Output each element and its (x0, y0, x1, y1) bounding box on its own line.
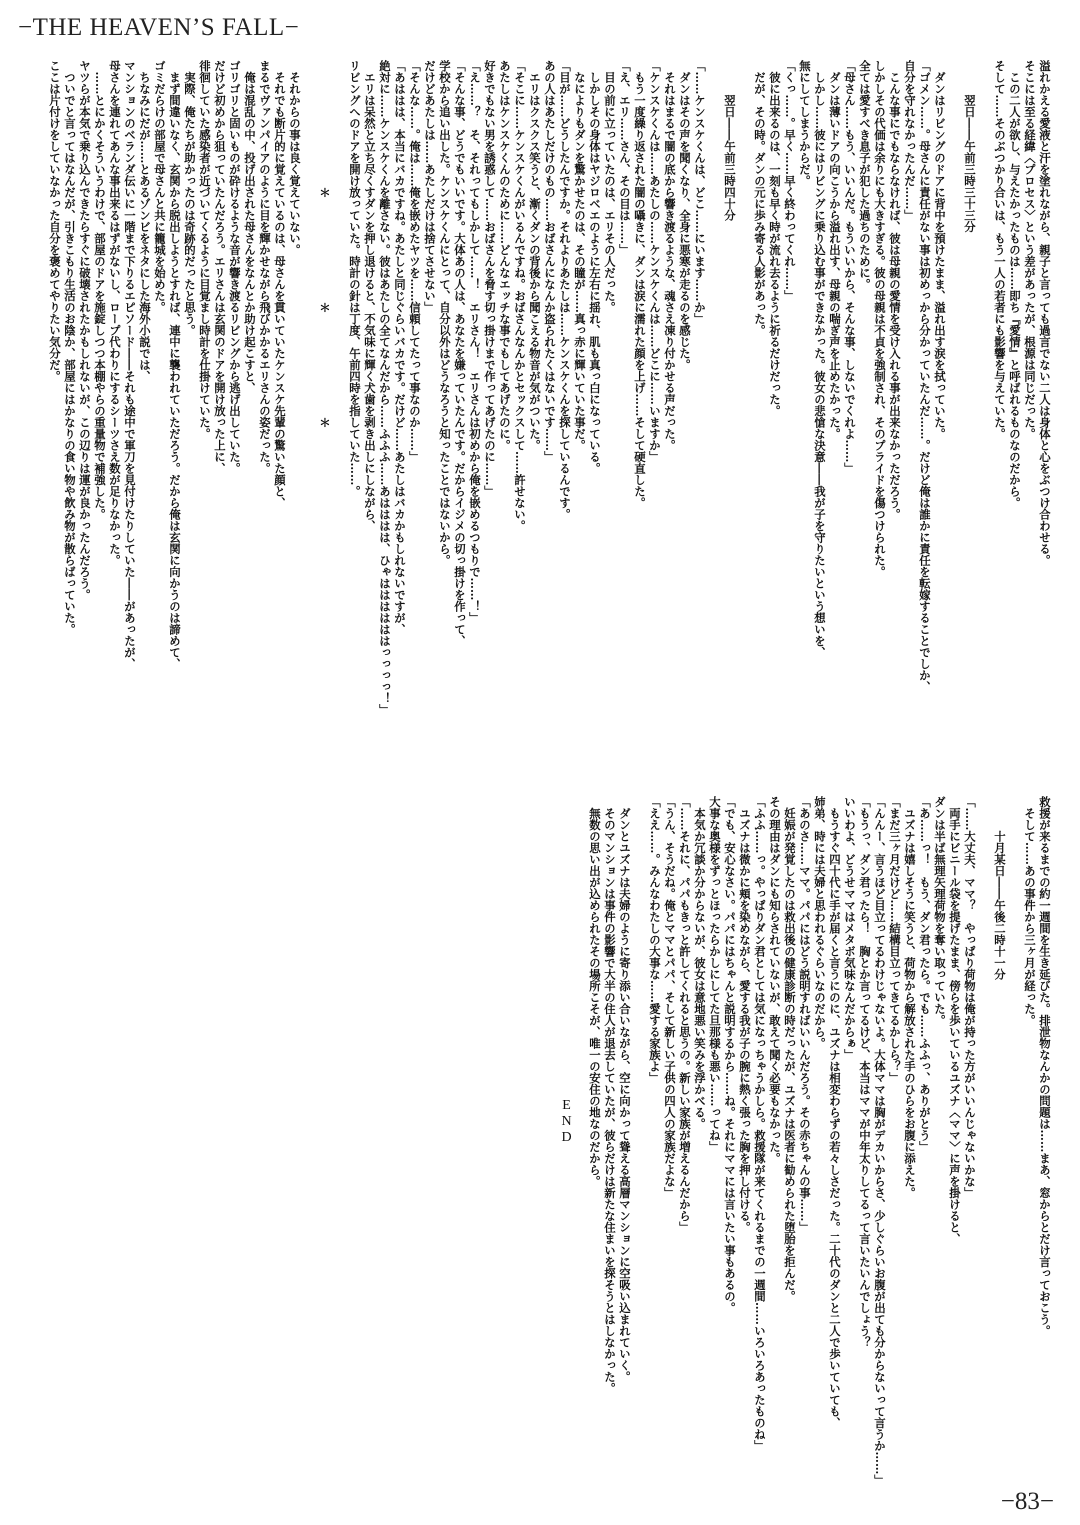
text-column: 「……それに、パパもきっと許してくれると思うの。新しい家族が増えるんだから」 (678, 796, 692, 1233)
text-column: 「……ケンスケくんは、どこ……にいます……か」 (693, 60, 707, 325)
text-column: 妊娠が発覚したのは救出後の健康診断の時だったが、ユズナは医者に勧められた堕胎を拒んだ。 (783, 796, 797, 1302)
text-column (977, 60, 992, 770)
text-column: そこには至る経緯〈プロセス〉という差があったが、根源は同じだった。 (1023, 60, 1037, 440)
text-column: ダンはリビングのドアに背中を預けたまま、溢れ出す涙を拭っていた。 (933, 60, 947, 440)
text-column: 「もうっ、ダン君ったら！ 胸とか言ってるけど、本当はママが中年太りしてるって言いたいんでしょう？ (858, 796, 872, 1348)
text-column: 徘徊していた感染者が近づいてくるように目覚まし時計を仕掛けていた。 (198, 60, 212, 440)
text-column: その理由はダンにも知らされていないが、敢えて聞く必要もなかった。 (768, 796, 782, 1164)
text-column: ゴリゴリと固いものが砕けるような音が響き渡るリビングから逃げ出していた。 (228, 60, 242, 474)
text-column: それからの事は良く覚えていない。 (288, 60, 302, 256)
text-column: いいわよ、どうせママはメタボ気味なんだからぁ」 (843, 796, 857, 1061)
text-column (302, 60, 317, 770)
text-column: あの人はあたしだけのもの……おばさんになんか盗られたくはないです……」 (543, 60, 557, 463)
text-column: それでも断片的に覚えているのは、母さんを貫いていたケンスケ先輩の驚いた顔と、 (273, 60, 287, 509)
text-column: 「ええ……。みんなわたしの大事な……愛する家族よ」 (648, 796, 662, 1084)
text-column: ダンとユズナは夫婦のように寄り添い合いながら、空に向かって聳える高層マンションに空吸い込まれていく。 (618, 796, 632, 1383)
text-column: 「ケンスケくんは……あたしの……ケンスケくんは……どこに……いますか」 (648, 60, 662, 463)
text-column: ＊ ＊ ＊ (318, 60, 332, 428)
text-column: 「目が……どうしたんですか。それよりあたしは……ケンスケくんを探しているんです。 (558, 60, 572, 520)
text-column (1007, 796, 1022, 1406)
text-column: 無にしてしまうからだ。 (798, 60, 812, 187)
text-column: ダンは半ば無理矢理荷物を奪い取っていた。 (933, 796, 947, 1026)
text-column: 全ては愛すべき息子が犯した過ちのために。 (858, 60, 872, 290)
text-column: しかしその代価は余りにも大きすぎる。彼の母親は不貞を強制され、そのプライドを傷つけられた。 (873, 60, 887, 578)
text-column: ダンは薄いドアの向こうから溢れ出す、母親の喘ぎ声を止めたかった。 (828, 60, 842, 440)
text-column (332, 60, 347, 770)
text-column: しかし……彼にはリビングに乗り込む事ができなかった。彼女の悲愴な決意――我が子を守りたいという想いを、 (813, 60, 827, 658)
text-column: 「あははは、本当にバカですね。あたしと同じぐらいバカです。だけど……あたしはバカかもしれないですが、 (393, 60, 407, 635)
text-column (947, 60, 962, 770)
text-column: 「あ……っ！ もう、ダン君ったら。でも……ふふっ、ありがとう」 (918, 796, 932, 1153)
text-column: ユズナは微かに頬を染めながら、愛する我が子の腕に熱く張った胸を押し付ける。 (738, 796, 752, 1233)
text-column: ちなみにだが……とあるゾンビをネタにした海外小説では、 (138, 60, 152, 382)
text-column: 本気か冗談か分からないが、彼女は意地悪い笑みを浮かべる。 (693, 796, 707, 1130)
text-column: なによりもダンを驚かせたのは、その瞳が……真っ赤に輝いていた事だ。 (573, 60, 587, 451)
text-column: 翌日――午前三時四十分 (723, 60, 737, 221)
text-column: 両手にビニール袋を提げたまま、傍らを歩いているユズナ〈ママ〉に声を掛けると、 (948, 796, 962, 1245)
text-column: 十月某日――午後二時十一分 (993, 796, 1007, 980)
story-text-upper (47, 60, 1052, 770)
text-column: ダンはその声を聞くなり、全身に悪寒が走るのを感じた。 (678, 60, 692, 371)
text-column: 「でも、安心なさい。パパにはちゃんと説明するから……ね。それにママには言いたい事もあるの。 (723, 796, 737, 1314)
text-column (737, 60, 752, 770)
text-column: もう一度繰り返された闇の囁きに、ダンは涙に濡れた顔を上げ……そして硬直した。 (633, 60, 647, 509)
text-column: 翌日――午前三時三十三分 (963, 60, 977, 233)
text-column: ついでと言ってはなんだが、引きこもり生活のお陰か、部屋にはかなりの食い物や飲み物が散らばっていた。 (63, 60, 77, 635)
text-column: まず間違いなく、玄関から脱出しようとすれば、連中に襲われていただろう。だから俺は玄関に向かうのは諦めて、 (168, 60, 182, 670)
end-mark: END (559, 1098, 574, 1146)
text-column: それはまるで闇の底から響き渡るような、魂さえ凍り付かせる声だった。 (663, 60, 677, 451)
story-text-lower (587, 796, 1052, 1486)
text-column: 自分を守れなかったんだ……」 (903, 60, 917, 221)
text-column: こんな事にでもならなければ、彼は母親の愛情を受け入れる事が出来なかっただろう。 (888, 60, 902, 520)
text-column: 「そんな事、どうでもいいです。大体あの人は、あなたを嫌っていたんです。だからイジメの切っ掛けを作って、 (453, 60, 467, 647)
text-column: ヤツらが本気で乗り込んできたらすぐに破壊されたかもしれないが、この辺りは運が良かったんだろう。 (78, 60, 92, 601)
text-column: 「え……？ そ、それってもしかして……！ エリさん！ エリさんは初めから俺を嵌めるつもりで……！」 (468, 60, 482, 624)
text-column: あたしはケンスケくんのために……どんなエッチな事でもしてあげたのに。 (498, 60, 512, 451)
text-column: 俺は混乱の中、投げ出された母さんをなんとか助け起こすと、 (243, 60, 257, 394)
text-column: 「……大丈夫、ママ？ やっぱり荷物は俺が持った方がいいんじゃないかな」 (963, 796, 977, 1199)
text-column: 彼に出来るのは、一刻も早く時が流れ去るように祈るだけだった。 (768, 60, 782, 417)
text-column: 実際、俺たちが助かったのは奇跡的だったと思う。 (183, 60, 197, 336)
text-column: 「うん、そうだね。俺とママとパパ、そして新しい子供の四人の家族だよな」 (663, 796, 677, 1199)
text-column (707, 60, 722, 770)
text-column: 「あのさ……ママ。パパにはどう説明すればいいんだろう。その赤ちゃんの事……」 (798, 796, 812, 1233)
text-column: 無数の思い出が込められたその場所こそが、唯一の安住の地なのだから。 (588, 796, 602, 1187)
text-column: しかしその身体はヤジロベエのように左右に揺れ、肌も真っ白になっている。 (588, 60, 602, 474)
text-column: ここは片付けをしていなかった自分を褒めてやりたい気分だ。 (48, 60, 62, 382)
text-column: だけど初めから狙っていたんだろう。エリさんは玄関のドアを開け放った上に、 (213, 60, 227, 474)
text-column: そして……そのぶつかり合いは、もう一人の若者にも影響を与えていた。 (993, 60, 1007, 440)
text-column: だけどあたしは……あたしだけは捨てさせない」 (423, 60, 437, 313)
text-column: 姉弟、時には夫婦と思われるぐらいなのだから。 (813, 796, 827, 1049)
text-column: 溢れかえる愛液と汗を塗れながら、親子と言っても過言でない二人は身体と心をぶつけ合わせる。 (1038, 60, 1052, 566)
text-column: 学校から追い出した。ケンスケくんにとって、自分以外はどうなろうと知ったことではないから。 (438, 60, 452, 566)
text-column (632, 796, 647, 1406)
text-column: もうすぐ四十代に手が届くと言うにのに、ユズナは相変わらずの若々しさだった。二十代のダンと二人で歩いていても、 (828, 796, 842, 1429)
text-column: そのマンションは事件の影響で大半の住人が退去していたが、彼らだけは新たな住まいを探そうとはしなかった。 (603, 796, 617, 1394)
text-column: 「そこに……ケンスケくんがいるんですね。おばさんなんかとセックスして……許せない。 (513, 60, 527, 532)
text-column: 「そんな……。俺は……俺を嵌めたヤツを……信頼してたって事なのか……」 (408, 60, 422, 463)
text-column: 「くっ……。早く……早く終わってくれ……」 (783, 60, 797, 302)
text-column: ……とにかくそういうわけで、部屋のドアを施錠しつつ本棚やらの重量物で補強した。 (93, 60, 107, 520)
text-column: 目の前に立っていたのは、エリその人だった。 (603, 60, 617, 313)
text-column (977, 796, 992, 1406)
text-column: ゴミだらけの部屋で母さんと共に籠城を始めた。 (153, 60, 167, 313)
text-column: だが、その時。ダンの元に歩み寄る人影があった。 (753, 60, 767, 336)
text-column: 「ゴメン……。母さんに責任がない事は初めっから分かっていたんだ……。だけど俺は誰かに責任を転嫁することでしか、 (918, 60, 932, 693)
text-column: 「え、エリ……さん、その目は……」 (618, 60, 632, 256)
text-column: 「んんー、言うほど目立ってるわけじゃないよ。大体ママは胸がデカいからさ、少しぐらいお腹が出ても分からないって言うか……」 (873, 796, 887, 1486)
text-column: まるでヴァンパイアのように目を輝かせながら飛びかかるエリさんの姿だった。 (258, 60, 272, 474)
text-column: そして……あの事件から三ヶ月が経った。 (1023, 796, 1037, 1026)
running-head-title: −THE HEAVEN’S FALL− (18, 14, 300, 41)
text-column: 救援が来るまでの約一週間を生き延びた。排泄物なんかの問題は……まあ、窓からとだけ言っておこう。 (1038, 796, 1052, 1337)
text-column: 好きでもない男を誘惑して……おばさんを脅す切っ掛けまで作ってあげたのに……」 (483, 60, 497, 497)
text-column: 「ふふ……っ。やっぱりダン君としては気になっちゃうかしら。救援隊が来てくれるまでの一週間……いろいろあったものね」 (753, 796, 767, 1452)
text-column: この二人が欲し、与えたかったものは……即ち『愛情』と呼ばれるものなのだから。 (1008, 60, 1022, 509)
text-column: 母さんを連れてあんな事出来るはずがないし、ロープ代わりにするシーツさえ数が足りなかった。 (108, 60, 122, 566)
text-column: エリは呆然と立ち尽くすダンを押し退けると、不気味に輝く犬歯を剥き出しにしながら、 (363, 60, 377, 532)
text-column: エリはクスクス笑うと、漸くダンの背後から聞こえる物音が気がついた。 (528, 60, 542, 451)
text-column: 絶対に……ケンスケくんを離さない。彼はあたしの全てなんだから……ふふふ……あはははは、ひゃははははははっっっっ！」 (378, 60, 392, 716)
text-column: 「母さん……もう、いいんだ。もういいから、そんな事、しないでくれよ……」 (843, 60, 857, 474)
text-column: マンションのベランダ伝いに一階まで下りるエピソード――それも途中で軍刀を見付けたりしていた――があったが、 (123, 60, 137, 670)
page-number: −83− (1000, 1488, 1054, 1515)
text-column: ユズナは嬉しそうに笑うと、荷物から解放された手のひらをお腹に添えた。 (903, 796, 917, 1199)
text-column: 大事な奥様をずっとほったらかしにしてた旦那様も悪い……ってね」 (708, 796, 722, 1153)
text-column: 「まだ三ヶ月だけど……結構目立ってきてるかしら？」 (888, 796, 902, 1084)
text-column: リビングへのドアを開け放っていた。時計の針は丁度、午前四時を指していた……。 (348, 60, 362, 497)
